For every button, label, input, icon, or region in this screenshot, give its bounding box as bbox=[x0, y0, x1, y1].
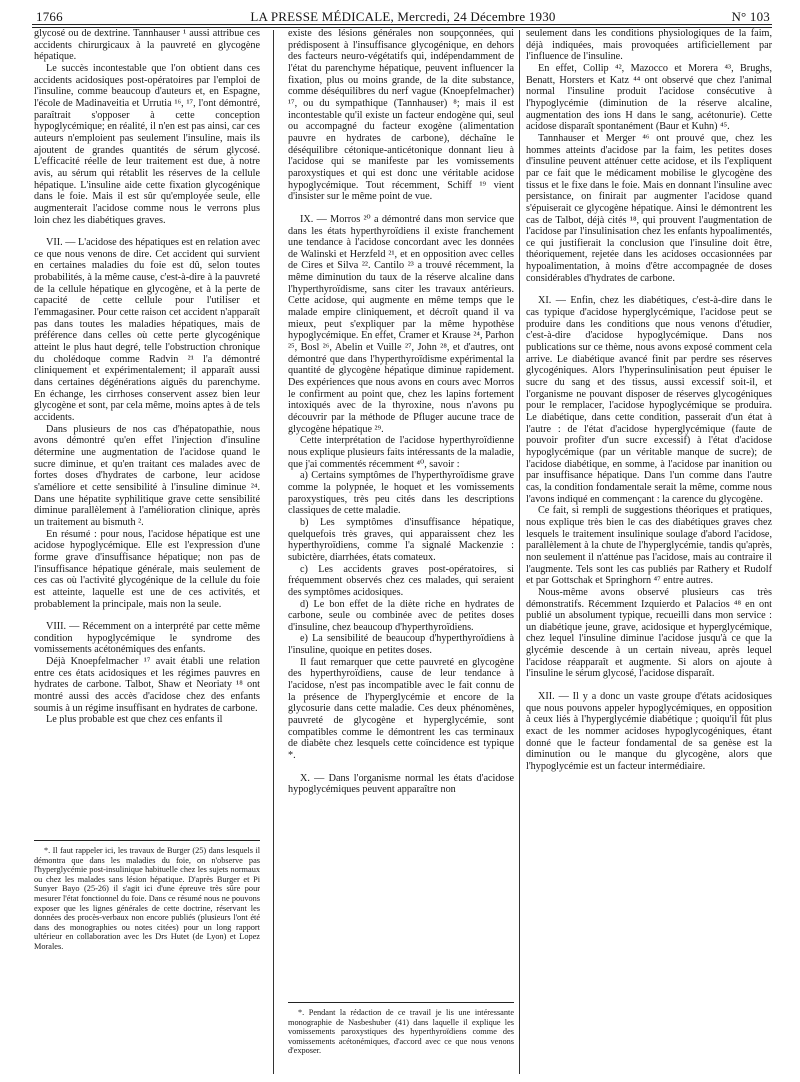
journal-title: LA PRESSE MÉDICALE, Mercredi, 24 Décembre 1930 bbox=[250, 9, 556, 24]
footnote-column-2 bbox=[288, 1008, 514, 1056]
paragraph: Il faut remarquer que cette pauvreté en glycogène des hyperthyroïdiens, cause de leur tendance à l'acidose, n'est pas incompatible avec le fait connu de la présence de l'hyperglycémie et encore de la glycosurie dans cette maladie. Ces deux phénomènes, pauvreté de glycogène et hyperglycémie, sont compatibles comme le démontrent les cas terminaux de diabète chez lesquels cette coïncidence est typique *. bbox=[288, 656, 514, 762]
list-item-c: c) Les accidents graves post-opératoires, si fréquemment observés chez ces malades, qui seraient des symptômes acidosiques. bbox=[288, 563, 514, 598]
paragraph: Dans plusieurs de nos cas d'hépatopathie, nous avons démontré qu'en effet l'injection d'insuline détermine une augmentation de l'acidose quand le sucre diminue, et qu'en traitant ces malades avec de fortes doses d'hydrates de carbone, leur acidose s'améliore et cette sensibilité à l'insuline diminue ²⁴. Dans une hépatite syphilitique grave cette sensibilité diminue parallèlement à l'amélioration clinique, après un traitement au bismuth ². bbox=[34, 423, 260, 528]
footnote: *. Il faut rappeler ici, les travaux de Burger (25) dans lesquels il démontra que dans les maladies du foie, on n'observe pas l'hyperglycémie post-insulinique habituelle chez les sujets normaux ou chez les malades sans lésion hépatique. D'après Burger et Pi Sunyer Bayo (25-26) il s'agit ici d'une épreuve très sûre pour mesurer l'état fonctionnel du foie. Dans ce résumé nous ne pouvons exposer que les lignes générales de cette doctrine, réservant les données des procès-verbaux non encore publiés (plusieurs l'ont été dans des monographies ou notes citées) pour un long rapport ultérieur en collaboration avec les Drs Hutet (de Lyon) et Lopez Morales. bbox=[34, 846, 260, 951]
paragraph: Déjà Knoepfelmacher ¹⁷ avait établi une relation entre ces états acidosiques et les régimes pauvres en hydrates de carbone. Talbot, Shaw et Neoriaty ¹⁸ ont montré aussi des accès d'acidose chez des enfants soumis à un régime insuffisant en hydrates de carbone. bbox=[34, 656, 260, 714]
section-xii: XII. — Il y a donc un vaste groupe d'états acidosiques que nous pouvons appeler hypoglycémiques, en opposition à ceux liés à l'hyperglycémie diabétique ; quoiqu'il fût plus exact de les nommer acidoses hypoglycogéniques, étant donné que le facteur fondamental de sa genèse est la diminution ou le manque du glycogène, alors que l'hypoglycémie est un facteur intermédiaire. bbox=[526, 691, 772, 773]
paragraph: En effet, Collip ⁴², Mazocco et Morera ⁴³, Brughs, Benatt, Horsters et Katz ⁴⁴ ont observé que chez l'animal normal l'insuline produit l'acidose consécutive à l'hypoglycémie (diminution de la réserve alcaline, augmentation des ions H dans le sang, acétonurie). Cette acidose disparaît spontanément (Baur et Kuhn) ⁴⁵. bbox=[526, 62, 772, 133]
footnote-column-1 bbox=[34, 846, 260, 952]
text-column-1 bbox=[34, 28, 260, 726]
list-item-d: d) Le bon effet de la diète riche en hydrates de carbone, seule ou combinée avec de petites doses d'insuline, chez beaucoup d'hyperthyroïdiens. bbox=[288, 598, 514, 633]
issue-number: N° 103 bbox=[731, 9, 770, 24]
paragraph: Le plus probable est que chez ces enfants il bbox=[46, 714, 223, 726]
list-item-a: a) Certains symptômes de l'hyperthyroïdisme grave comme la polypnée, le hoquet et les vomissements paroxystiques, très peu cités dans les descriptions classiques de cette maladie. bbox=[288, 470, 514, 517]
text-column-2 bbox=[288, 28, 514, 796]
footnote: *. Pendant la rédaction de ce travail je lis une intéressante monographie de Nasbeshuber (41) dans laquelle il explique les vomissements paroxystiques des hyperthyroïdiens comme des vomissements acétonémiques, d'accord avec ce que nous venons d'exposer. bbox=[288, 1008, 514, 1056]
section-viii: VIII. — Récemment on a interprété par cette même condition hypoglycémique le syndrome des vomissements acétonémiques des enfants. bbox=[34, 621, 260, 656]
paragraph: Cette interprétation de l'acidose hyperthyroïdienne nous explique plusieurs faits intéressants de la maladie, que j'ai commentés récemment ⁴⁰, savoir : bbox=[288, 435, 514, 470]
paragraph: Le succès incontestable que l'on obtient dans ces accidents acidosiques post-opératoires par l'emploi de l'insuline, comme beaucoup d'auteurs et, en Espagne, l'école de Madinaveitia et Urrutia ¹⁶, ¹⁷, l'ont démontré, paraîtrait s'opposer à cette conception hypoglycémique; en réalité, il n'en est pas ainsi, car ces auteurs n'emploient pas seulement l'insuline, mais ils ajoutent de grandes quantités de sérum glycosé. L'efficacité réelle de leur traitement est due, à notre avis, au sérum qui rétablit les réserves de la cellule hépatique. L'insuline aide cette fixation glycogénique dans le foie. Mais il est sûr qu'employée seule, elle augmenterait l'acidose comme nous le verrons plus loin chez les diabétiques graves. bbox=[34, 62, 260, 226]
section-xi: XI. — Enfin, chez les diabétiques, c'est-à-dire dans le cas typique d'acidose hyperglycémique, l'acidose peut se produire dans les conditions que nous venons d'étudier, c'est-à-dire d'acidose hypoglycémique. Dans nos publications sur ce thème, nous avons exposé comment cela arrive. Le diabétique avancé finit par perdre ses réserves glycogéniques. Alors l'hyperinsulinisation peut épuiser le sucre du sang et des tissus, aussi excessif soit-il, et l'organisme ne pouvant disposer de réserves glycogéniques pour le remplacer, l'acidose hypoglycémique se produira. Le diabétique, dans cette condition, passerait d'un état à l'autre : de l'état d'acidose hyperglycémique (faute de pouvoir profiter d'un sucre excessif) à l'état d'acidose hypoglycémique (par un véritable manque de sucre); de l'acidose diabétique, en somme, à l'acidose par inanition ou par insuffisance hépatique. Dans l'un comme dans l'autre cas, la condition fondamentale serait la même, comme nous l'avons indiqué en commençant : la carence du glycogène. bbox=[526, 295, 772, 505]
section-x: X. — Dans l'organisme normal les états d'acidose hypoglycémiques peuvent apparaître non bbox=[288, 772, 514, 796]
column-divider-right bbox=[519, 30, 520, 1074]
paragraph: En résumé : pour nous, l'acidose hépatique est une acidose hypoglycémique. Elle est l'expression d'une forme grave d'insuffisance hépatique; non pas de l'insuffisance hépatique générale, mais seulement de ces cas où l'activité glycogénique de la cellule du foie est atteinte, laquelle est une de ces activités, et probablement la principale, mais non la seule. bbox=[34, 528, 260, 610]
header-rule bbox=[32, 24, 772, 25]
text-column-3 bbox=[526, 28, 772, 773]
column-divider-left bbox=[273, 30, 274, 1074]
list-item-e: e) La sensibilité de beaucoup d'hyperthyroïdiens à l'insuline, quoique en petites doses. bbox=[288, 633, 514, 657]
section-ix: IX. — Morros ²⁰ a démontré dans mon service que dans les états hyperthyroïdiens il existe franchement une tendance à l'acidose concordant avec les données de Walinski et Herzfeld ²¹, et en opposition avec celles de Cires et Silva ²². Cantilo ²³ a trouvé récemment, la même diminution du taux de la réserve alcaline dans l'hyperthyroïdisme, sans citer les travaux antérieurs. Cette acidose, qui augmente en même temps que le malade empire cliniquement, et décroît quand il va mieux, peut s'expliquer par la même hypothèse hypoglycémique. En effet, Cramer et Krause ²⁴, Parhon ²⁵, Bosl ²⁶, Abelin et Vuille ²⁷, John ²⁸, et d'autres, ont démontré que dans l'hyperthyroïdisme expérimental la quantité de glycogène hépatique diminue rapidement. Des expériences que nous avons en cours avec Morros le confirment au point que, chez les lapins fortement intoxiqués avec de la thyroxine, nous n'avons pu découvrir par la méthode de Pfluger aucune trace de glycogène hépatique ²⁹. bbox=[288, 213, 514, 435]
paragraph: Ce fait, si rempli de suggestions théoriques et pratiques, nous explique très bien le cas des diabétiques graves chez lesquels le traitement insulinique soulage d'abord l'acidose, parallèlement à la chute de l'hyperglycémie, tandis qu'après, non seulement il n'atténue pas l'acidose, mais au contraire il l'augmente. Tels sont les cas publiés par Rathery et Rudolf et par Gottschak et Springhorn ⁴⁷ entre autres. bbox=[526, 505, 772, 587]
list-item-b: b) Les symptômes d'insuffisance hépatique, quelquefois très graves, qui apparaissent chez les hyperthyroïdiens, comme l'a signalé Mackenzie : subictère, diarrhées, états comateux. bbox=[288, 516, 514, 563]
paragraph: existe des lésions générales non soupçonnées, qui prédisposent à l'insuffisance glycogénique, en dehors des facteurs neuro-végétatifs qui, indépendamment de l'état du parenchyme hépatique, peuvent influencer la fixation, plus ou moins grande, de la dite substance, comme déséquilibres du nerf vague (Knoepfelmacher) ¹⁷, ou du sympathique (Tannhauser) ⁸; mais il est incontestable qu'il existe un facteur endogène qui, seul ou accompagné du facteur exogène (alimentation pauvre en hydrates de carbone), déchaîne le déséquilibre cétonique-anticétonique donnant lieu à l'acidose qui se manifeste par les vomissements paroxystiques et qui est donc une véritable acidose hypoglycémique. Tout récemment, Schiff ¹⁹ vient d'insister sur le même point de vue. bbox=[288, 28, 514, 203]
paragraph: seulement dans les conditions physiologiques de la faim, déjà indiquées, mais provoquées artificiellement par l'influence de l'insuline. bbox=[526, 28, 772, 63]
page-number: 1766 bbox=[36, 9, 63, 24]
footnote-rule bbox=[288, 1002, 514, 1003]
paragraph: glycosé ou de dextrine. Tannhauser ¹ aussi attribue ces accidents chirurgicaux à la pauvreté en glycogène hépatique. bbox=[34, 28, 260, 63]
footnote-rule bbox=[34, 840, 260, 841]
paragraph: Tannhauser et Merger ⁴⁶ ont prouvé que, chez les hommes atteints d'acidose par la faim, les petites doses d'insuline peuvent atténuer cette acidose, et ils l'expliquent par ce fait que le médicament mobilise le glycogène des tissus et le fixe dans le foie. Mais en donnant l'insuline avec persistance, on finirait par augmenter l'acidose quand s'épuiserait ce glycogène hépatique. Ainsi le démontrent les cas de Talbot, déjà cités ¹⁸, qui prouvent l'augmentation de l'acidose par l'insulinisation chez les enfants hypoalimentés, ce qui justifierait la conclusion que l'insuline doit être, théoriquement, rejetée dans les acidoses occasionnées par hypoalimentation, à moins d'être accompagnée de doses considérables d'hydrates de carbone. bbox=[526, 132, 772, 284]
paragraph: Nous-même avons observé plusieurs cas très démonstratifs. Récemment Izquierdo et Palacios ⁴⁸ en ont publié un absolument typique, recueilli dans mon service : un diabétique jeune, grave, acidosique et hyperglycémique, chez lequel l'insuline diminue l'acidose jusqu'à ce que la glycémie descende à un certain niveau, après lequel l'acidose réapparaît et augmente. Si alors on ajoute à l'insuline le sérum glycosé, l'acidose disparaît. bbox=[526, 586, 772, 680]
section-vii: VII. — L'acidose des hépatiques est en relation avec ce que nous venons de dire. Cet accident qui survient en certaines maladies du foie est dû, selon toutes probabilités, à la même cause, c'est-à-dire à la pauvreté de la cellule hépatique en glycogène, et à la perte de capacité de cette cellule pour l'utiliser et l'emmagasiner. Pour cette raison cet accident n'apparaît pas dans toutes les maladies hépatiques, mais de préférence dans celles où cette perte glycogénique atteint le plus haut degré, telle l'obstruction chronique du cholédoque comme Radvin ²¹ l'a démontré cliniquement et expérimentalement; il apparaît aussi dans certaines dégénérations aiguës du parenchyme. En échange, les cirrhoses conservent assez bien leur glycogène et sont, par cela même, moins aptes à de tels accidents. bbox=[34, 237, 260, 423]
